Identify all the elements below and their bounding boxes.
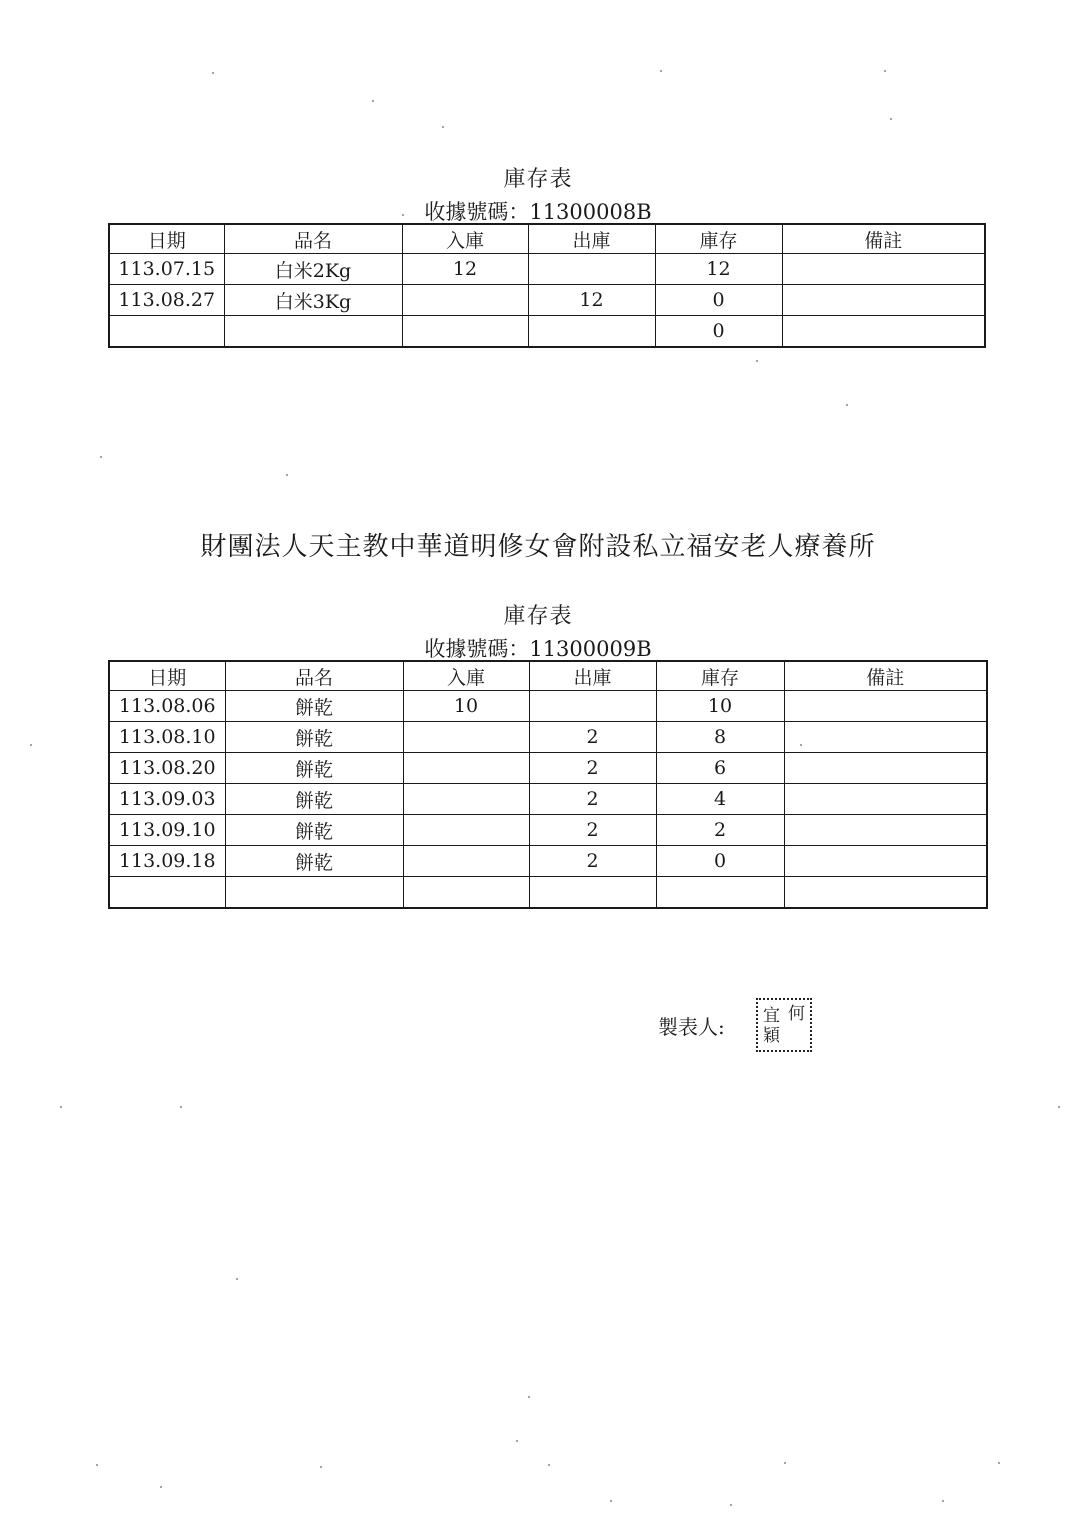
table-row	[109, 254, 985, 285]
cell-out: 12	[528, 285, 655, 316]
cell-date: 113.08.20	[109, 753, 225, 784]
cell-out	[529, 691, 656, 722]
cell-out	[529, 877, 656, 909]
table-row	[109, 784, 987, 815]
cell-stock: 0	[656, 846, 784, 877]
col-header-out: 出庫	[529, 661, 656, 691]
cell-note	[784, 815, 987, 846]
table-row	[109, 722, 987, 753]
cell-stock: 0	[655, 285, 782, 316]
cell-item: 餅乾	[225, 691, 403, 722]
table1-receipt	[0, 196, 1076, 226]
cell-date: 113.09.03	[109, 784, 225, 815]
cell-in: 10	[403, 691, 529, 722]
col-header-in: 入庫	[403, 661, 529, 691]
cell-item: 餅乾	[225, 722, 403, 753]
cell-item: 餅乾	[225, 753, 403, 784]
cell-out: 2	[529, 846, 656, 877]
seal-char: 宜	[763, 1006, 780, 1026]
cell-date: 113.08.06	[109, 691, 225, 722]
cell-note	[784, 784, 987, 815]
table-row	[109, 846, 987, 877]
col-header-out: 出庫	[528, 224, 655, 254]
cell-stock: 6	[656, 753, 784, 784]
cell-out	[528, 316, 655, 348]
preparer-label: 製表人:	[658, 1015, 725, 1039]
table2-body	[109, 691, 987, 909]
table1-title: 庫存表	[503, 167, 573, 192]
table1-body	[109, 254, 985, 348]
table-row	[109, 753, 987, 784]
inventory-table-1	[108, 223, 986, 348]
cell-out: 2	[529, 784, 656, 815]
cell-note	[784, 877, 987, 909]
cell-item: 白米2Kg	[224, 254, 402, 285]
cell-note	[784, 846, 987, 877]
cell-note	[784, 691, 987, 722]
table2-receipt	[0, 633, 1076, 663]
col-header-stock: 庫存	[655, 224, 782, 254]
col-header-date: 日期	[109, 224, 224, 254]
table-row	[109, 815, 987, 846]
cell-note	[784, 722, 987, 753]
cell-note	[782, 285, 985, 316]
cell-date: 113.09.18	[109, 846, 225, 877]
cell-out: 2	[529, 722, 656, 753]
cell-item: 餅乾	[225, 846, 403, 877]
col-header-item: 品名	[225, 661, 403, 691]
preparer-seal	[756, 998, 812, 1052]
col-header-note: 備註	[782, 224, 985, 254]
cell-out: 2	[529, 753, 656, 784]
cell-stock: 2	[656, 815, 784, 846]
cell-out: 2	[529, 815, 656, 846]
cell-note	[782, 316, 985, 348]
table-row	[109, 691, 987, 722]
inventory-table-2	[108, 660, 988, 909]
table2-header	[109, 661, 987, 691]
table1-receipt-number: 11300008B	[529, 200, 652, 224]
cell-note	[784, 753, 987, 784]
cell-in	[403, 784, 529, 815]
cell-stock: 8	[656, 722, 784, 753]
cell-in	[402, 316, 528, 348]
cell-item: 餅乾	[225, 784, 403, 815]
cell-in	[403, 846, 529, 877]
cell-date: 113.07.15	[109, 254, 224, 285]
cell-stock: 0	[655, 316, 782, 348]
table1-header	[109, 224, 985, 254]
cell-date	[109, 316, 224, 348]
cell-stock	[656, 877, 784, 909]
cell-out	[528, 254, 655, 285]
cell-stock: 10	[656, 691, 784, 722]
cell-stock: 4	[656, 784, 784, 815]
cell-stock: 12	[655, 254, 782, 285]
table-row	[109, 285, 985, 316]
cell-in: 12	[402, 254, 528, 285]
col-header-in: 入庫	[402, 224, 528, 254]
cell-in	[402, 285, 528, 316]
cell-in	[403, 877, 529, 909]
table-row	[109, 877, 987, 909]
col-header-date: 日期	[109, 661, 225, 691]
organization-name: 財團法人天主教中華道明修女會附設私立福安老人療養所	[200, 532, 876, 562]
cell-item	[225, 877, 403, 909]
cell-date: 113.09.10	[109, 815, 225, 846]
seal-char: 穎	[763, 1026, 780, 1046]
col-header-item: 品名	[224, 224, 402, 254]
cell-date	[109, 877, 225, 909]
cell-in	[403, 753, 529, 784]
cell-item: 白米3Kg	[224, 285, 402, 316]
cell-item: 餅乾	[225, 815, 403, 846]
table-row	[109, 316, 985, 348]
table2-receipt-number: 11300009B	[529, 637, 652, 661]
cell-note	[782, 254, 985, 285]
table2-title: 庫存表	[503, 604, 573, 629]
cell-date: 113.08.27	[109, 285, 224, 316]
cell-date: 113.08.10	[109, 722, 225, 753]
table2-receipt-label: 收據號碼：	[424, 637, 530, 661]
seal-char: 何	[788, 1004, 805, 1024]
cell-in	[403, 815, 529, 846]
table1-receipt-label: 收據號碼：	[424, 200, 530, 224]
col-header-note: 備註	[784, 661, 987, 691]
cell-in	[403, 722, 529, 753]
cell-item	[224, 316, 402, 348]
col-header-stock: 庫存	[656, 661, 784, 691]
